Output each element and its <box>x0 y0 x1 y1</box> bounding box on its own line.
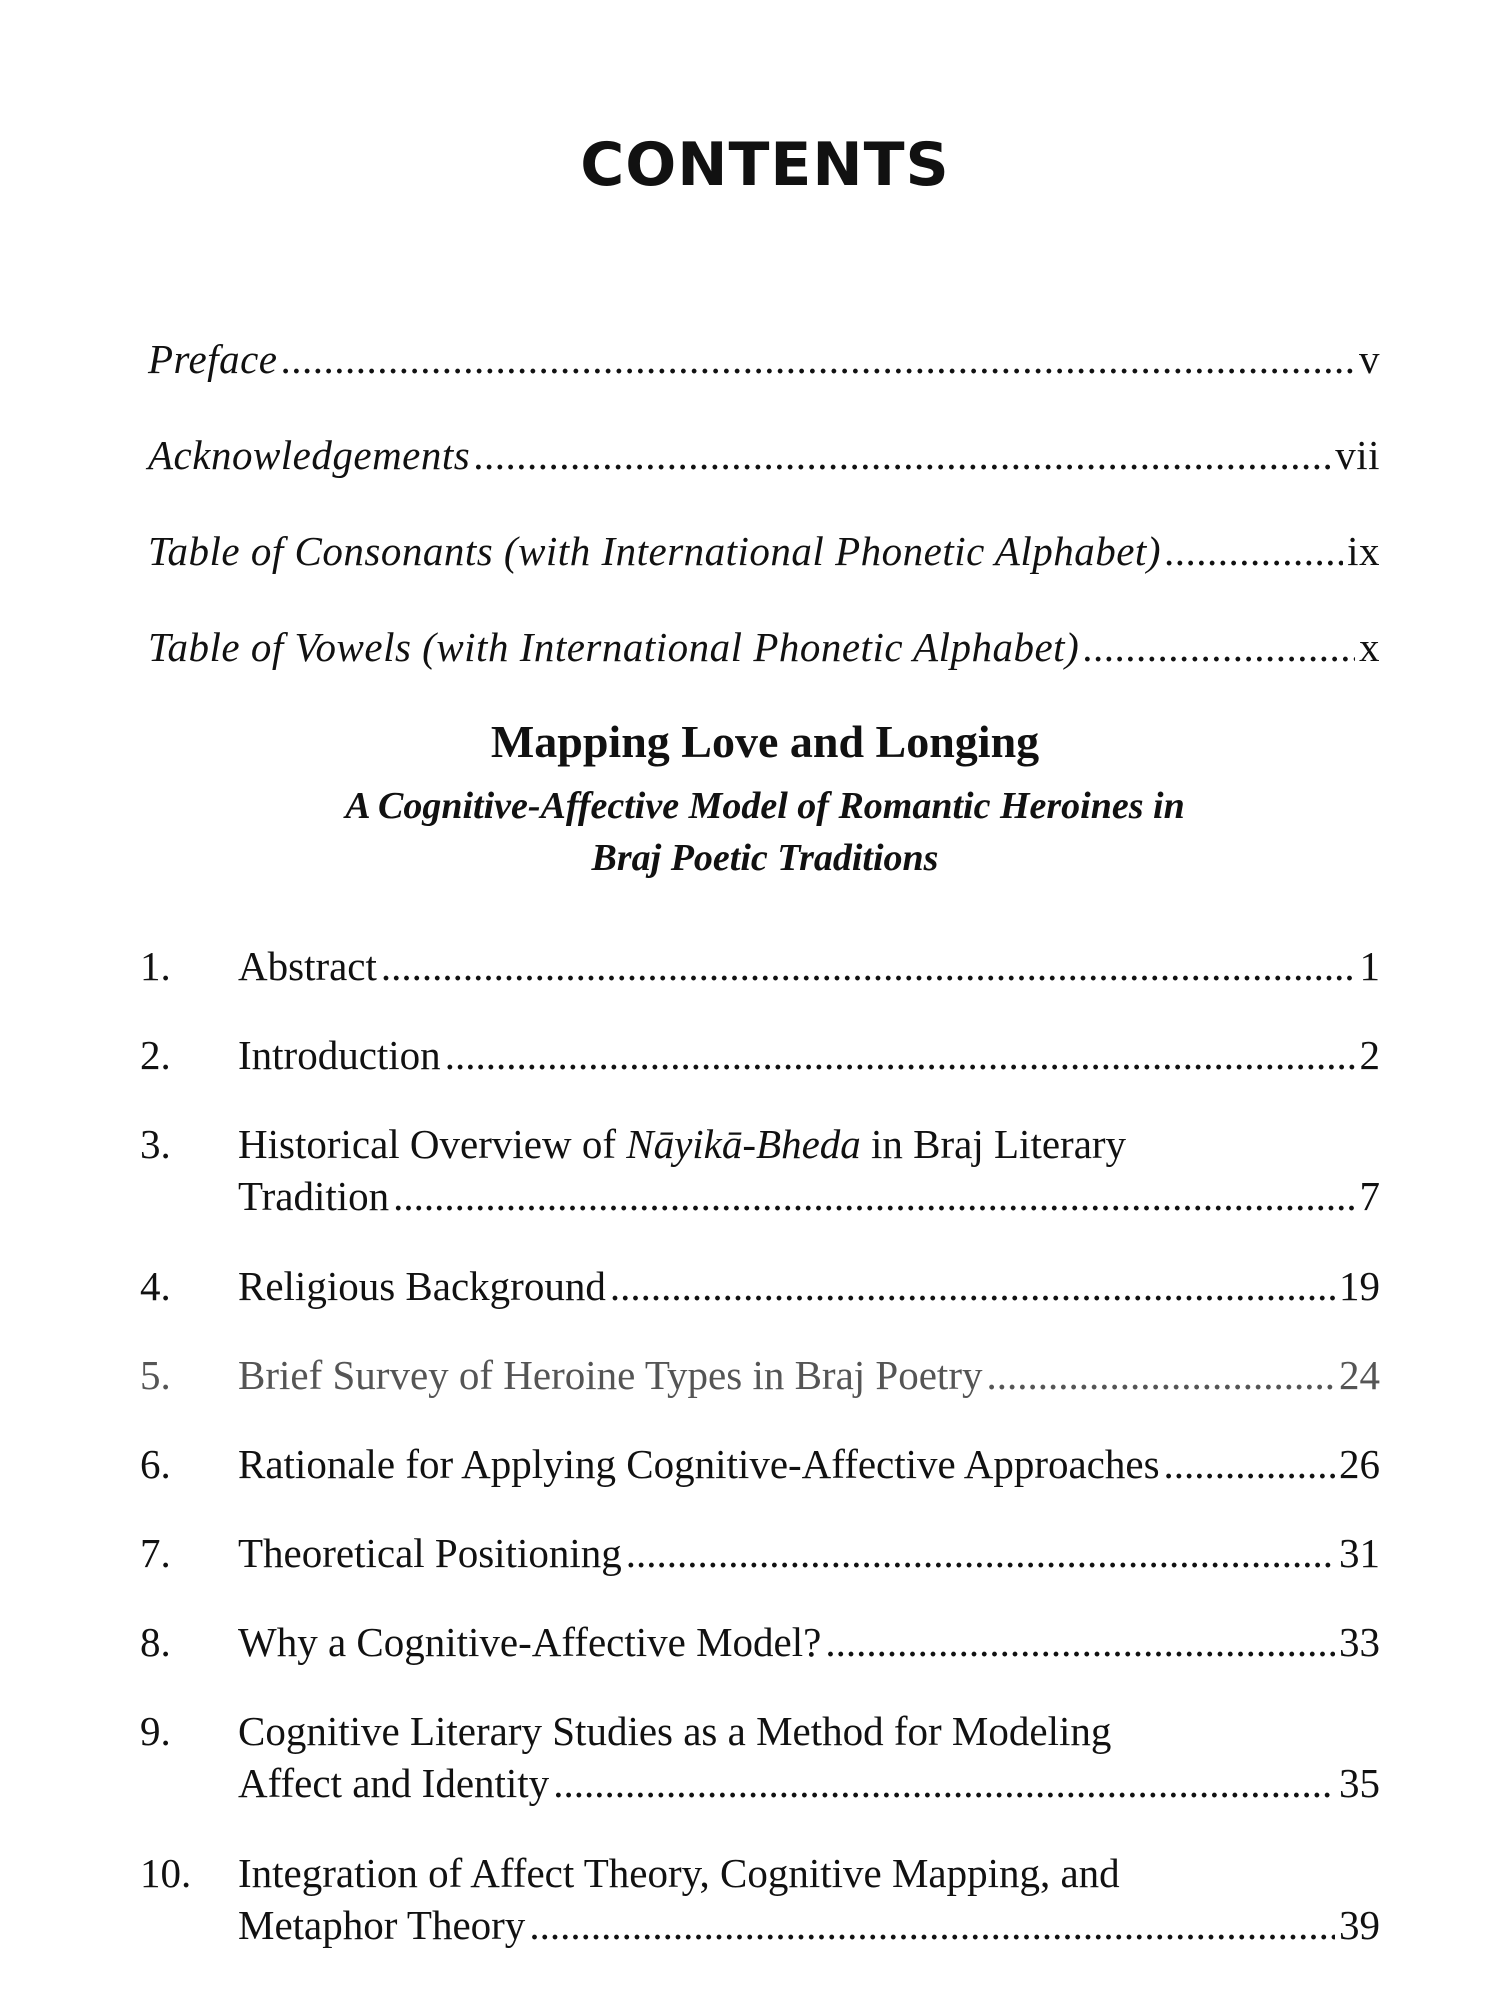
chapter-entry-4[interactable] <box>140 1260 1380 1349</box>
chapter-number: 6. <box>140 1441 171 1487</box>
chapter-list <box>140 940 1380 1989</box>
dot-leader <box>553 1757 1335 1809</box>
dot-leader <box>610 1260 1335 1312</box>
toc-entry-acknowledgements[interactable] <box>148 431 1380 527</box>
dot-leader <box>986 1349 1335 1401</box>
front-matter-list <box>148 335 1380 719</box>
chapter-number: 2. <box>140 1032 171 1078</box>
section-heading <box>0 715 1500 884</box>
chapter-title: Abstract <box>238 943 377 989</box>
chapter-number: 9. <box>140 1708 171 1754</box>
chapter-number: 3. <box>140 1121 171 1167</box>
chapter-page: 7 <box>1359 1173 1380 1219</box>
dot-leader <box>1083 623 1355 671</box>
section-subtitle-line-2: Braj Poetic Traditions <box>591 837 939 879</box>
chapter-title-line-1: Cognitive Literary Studies as a Method for Modeling <box>238 1708 1112 1754</box>
toc-entry-page: ix <box>1347 528 1380 574</box>
chapter-number: 1. <box>140 943 171 989</box>
chapter-title: Rationale for Applying Cognitive-Affective Approaches <box>238 1441 1160 1487</box>
chapter-number: 10. <box>140 1850 192 1896</box>
chapter-page: 24 <box>1339 1352 1380 1398</box>
section-title: Mapping Love and Longing <box>490 716 1040 767</box>
dot-leader <box>474 431 1331 479</box>
toc-entry-page: v <box>1359 336 1380 382</box>
chapter-title: Theoretical Positioning <box>238 1530 622 1576</box>
chapter-title-italic: Nāyikā-Bheda <box>626 1121 861 1167</box>
chapter-number: 5. <box>140 1352 171 1398</box>
toc-entry-page: vii <box>1335 432 1380 478</box>
chapter-number: 8. <box>140 1619 171 1665</box>
chapter-title-line-1: Historical Overview of Nāyikā-Bheda in Braj Literary <box>238 1121 1127 1167</box>
chapter-page: 1 <box>1359 943 1380 989</box>
toc-entry-label: Table of Vowels (with International Phonetic Alphabet) <box>148 624 1080 670</box>
chapter-entry-10[interactable] <box>140 1847 1380 1989</box>
chapter-page: 26 <box>1339 1441 1380 1487</box>
dot-leader <box>1165 527 1343 575</box>
chapter-title: Why a Cognitive-Affective Model? <box>238 1619 822 1665</box>
section-subtitle-line-1: A Cognitive-Affective Model of Romantic Heroines in <box>345 785 1185 827</box>
chapter-entry-5[interactable] <box>140 1349 1380 1438</box>
chapter-entry-2[interactable] <box>140 1029 1380 1118</box>
dot-leader <box>393 1170 1355 1222</box>
chapter-title-continued: Affect and Identity <box>238 1760 550 1806</box>
section-subtitle <box>0 780 1500 884</box>
chapter-title: Religious Background <box>238 1263 606 1309</box>
chapter-page: 35 <box>1339 1760 1380 1806</box>
dot-leader <box>281 335 1355 383</box>
toc-entry-label: Table of Consonants (with International Phonetic Alphabet) <box>148 528 1161 574</box>
chapter-title-continued: Metaphor Theory <box>238 1902 526 1948</box>
chapter-number: 4. <box>140 1263 171 1309</box>
chapter-title-line-1: Integration of Affect Theory, Cognitive Mapping, and <box>238 1850 1120 1896</box>
chapter-entry-1[interactable] <box>140 940 1380 1029</box>
toc-entry-page: x <box>1359 624 1380 670</box>
dot-leader <box>445 1029 1356 1081</box>
toc-entry-table-of-consonants[interactable] <box>148 527 1380 623</box>
toc-entry-table-of-vowels[interactable] <box>148 623 1380 719</box>
dot-leader <box>626 1527 1335 1579</box>
chapter-entry-9[interactable] <box>140 1705 1380 1847</box>
chapter-page: 31 <box>1339 1530 1380 1576</box>
chapter-page: 19 <box>1339 1263 1380 1309</box>
chapter-page: 33 <box>1339 1619 1380 1665</box>
chapter-title-continued: Tradition <box>238 1173 390 1219</box>
chapter-entry-8[interactable] <box>140 1616 1380 1705</box>
dot-leader <box>381 940 1356 992</box>
chapter-entry-3[interactable] <box>140 1118 1380 1260</box>
chapter-entry-6[interactable] <box>140 1438 1380 1527</box>
dot-leader <box>529 1899 1335 1951</box>
dot-leader <box>825 1616 1335 1668</box>
chapter-entry-7[interactable] <box>140 1527 1380 1616</box>
toc-entry-label: Preface <box>148 336 278 382</box>
dot-leader <box>1164 1438 1335 1490</box>
chapter-page: 39 <box>1339 1902 1380 1948</box>
chapter-page: 2 <box>1359 1032 1380 1078</box>
chapter-title: Introduction <box>238 1032 441 1078</box>
chapter-number: 7. <box>140 1530 171 1576</box>
page-title: CONTENTS <box>580 130 950 200</box>
toc-entry-label: Acknowledgements <box>148 432 471 478</box>
toc-entry-preface[interactable] <box>148 335 1380 431</box>
chapter-title: Brief Survey of Heroine Types in Braj Poetry <box>238 1352 983 1398</box>
